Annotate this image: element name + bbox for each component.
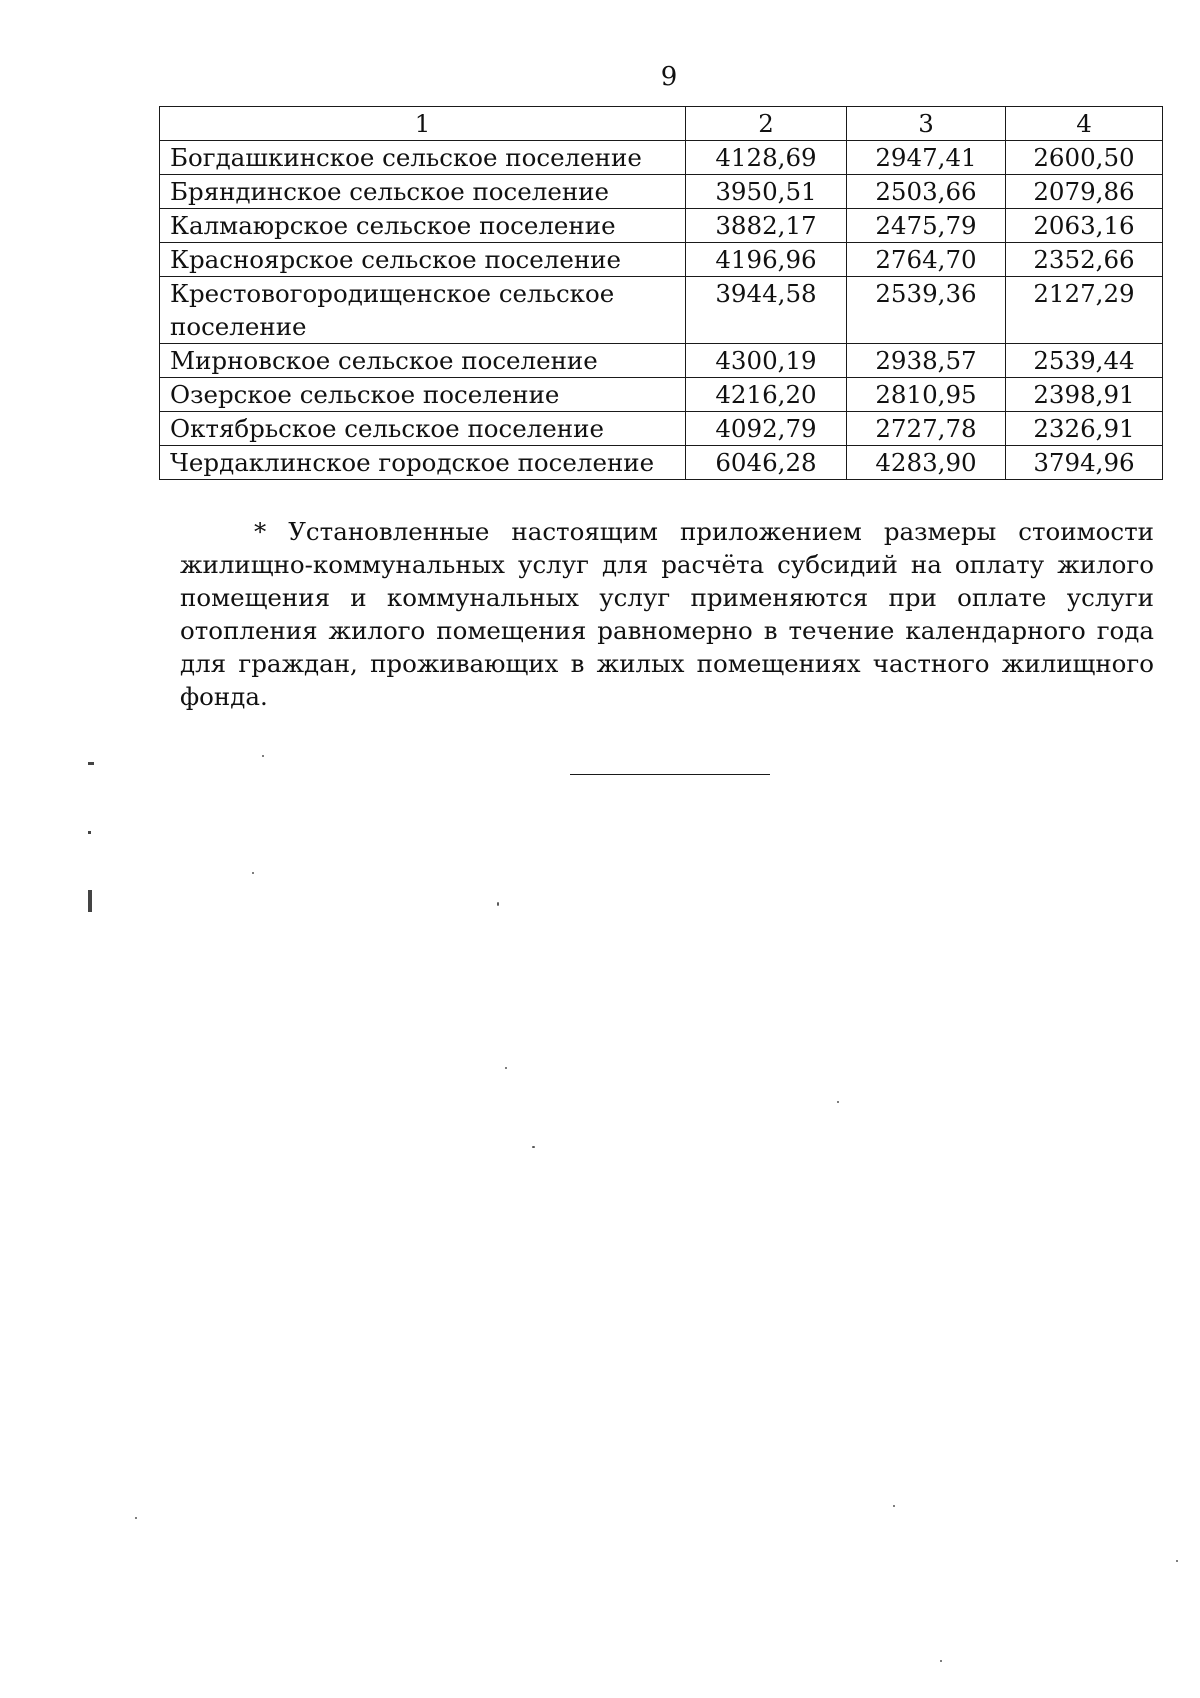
scan-mark [88, 890, 92, 912]
cost-column-2: 4092,79 [686, 412, 847, 446]
cost-column-3: 2727,78 [847, 412, 1006, 446]
settlement-name: Бряндинское сельское поселение [160, 175, 686, 209]
cost-column-4: 2127,29 [1006, 277, 1163, 344]
scan-speck [497, 902, 499, 906]
cost-column-4: 2539,44 [1006, 344, 1163, 378]
cost-column-3: 2764,70 [847, 243, 1006, 277]
cost-column-4: 2398,91 [1006, 378, 1163, 412]
cost-column-2: 3882,17 [686, 209, 847, 243]
scan-speck [837, 1101, 839, 1103]
cost-column-3: 2539,36 [847, 277, 1006, 344]
column-header-3: 3 [847, 107, 1006, 141]
table-row [160, 378, 1163, 412]
table-row [160, 209, 1163, 243]
scan-speck [252, 872, 254, 874]
column-header-4: 4 [1006, 107, 1163, 141]
cost-column-3: 2810,95 [847, 378, 1006, 412]
scan-mark [88, 762, 94, 765]
scan-speck [893, 1505, 895, 1507]
table-header-row [160, 107, 1163, 141]
table-row [160, 175, 1163, 209]
cost-column-3: 4283,90 [847, 446, 1006, 480]
settlements-cost-table [159, 106, 1163, 480]
settlement-name: Крестовогородищенское сельское поселение [160, 277, 686, 344]
page-number: 9 [660, 62, 678, 92]
settlement-name: Богдашкинское сельское поселение [160, 141, 686, 175]
cost-column-4: 2063,16 [1006, 209, 1163, 243]
settlement-name: Чердаклинское городское поселение [160, 446, 686, 480]
table-row [160, 243, 1163, 277]
table-row [160, 412, 1163, 446]
cost-column-4: 2079,86 [1006, 175, 1163, 209]
scan-speck [532, 1146, 535, 1148]
cost-column-3: 2938,57 [847, 344, 1006, 378]
cost-column-4: 2326,91 [1006, 412, 1163, 446]
settlement-name: Калмаюрское сельское поселение [160, 209, 686, 243]
column-header-1: 1 [160, 107, 686, 141]
cost-column-3: 2503,66 [847, 175, 1006, 209]
cost-column-2: 4216,20 [686, 378, 847, 412]
settlement-name: Мирновское сельское поселение [160, 344, 686, 378]
cost-column-2: 6046,28 [686, 446, 847, 480]
cost-column-2: 4128,69 [686, 141, 847, 175]
scan-speck [262, 755, 264, 757]
table-row [160, 446, 1163, 480]
settlement-name: Октябрьское сельское поселение [160, 412, 686, 446]
cost-column-4: 2352,66 [1006, 243, 1163, 277]
cost-column-3: 2475,79 [847, 209, 1006, 243]
cost-column-2: 3950,51 [686, 175, 847, 209]
cost-column-2: 3944,58 [686, 277, 847, 344]
scan-speck [1176, 1560, 1178, 1562]
settlement-name: Красноярское сельское поселение [160, 243, 686, 277]
scan-speck [505, 1067, 507, 1069]
cost-column-2: 4196,96 [686, 243, 847, 277]
end-of-document-line [570, 774, 770, 775]
table-row [160, 277, 1163, 344]
table-row [160, 344, 1163, 378]
scan-speck [135, 1517, 137, 1519]
table-row [160, 141, 1163, 175]
footnote-text: * Установленные настоящим приложением размеры стоимости жилищно-коммунальных услуг для расчёта субсидий на оплату жилого помещения и коммунальных услуг применяются при оплате услуги отопления жилого помещения равномерно в течение календарного года для граждан, проживающих в жилых помещениях частного жилищного фонда. [180, 517, 1154, 711]
column-header-2: 2 [686, 107, 847, 141]
cost-column-3: 2947,41 [847, 141, 1006, 175]
cost-column-4: 2600,50 [1006, 141, 1163, 175]
scan-speck [940, 1660, 942, 1662]
cost-column-4: 3794,96 [1006, 446, 1163, 480]
cost-column-2: 4300,19 [686, 344, 847, 378]
settlement-name: Озерское сельское поселение [160, 378, 686, 412]
scan-mark [88, 831, 91, 834]
